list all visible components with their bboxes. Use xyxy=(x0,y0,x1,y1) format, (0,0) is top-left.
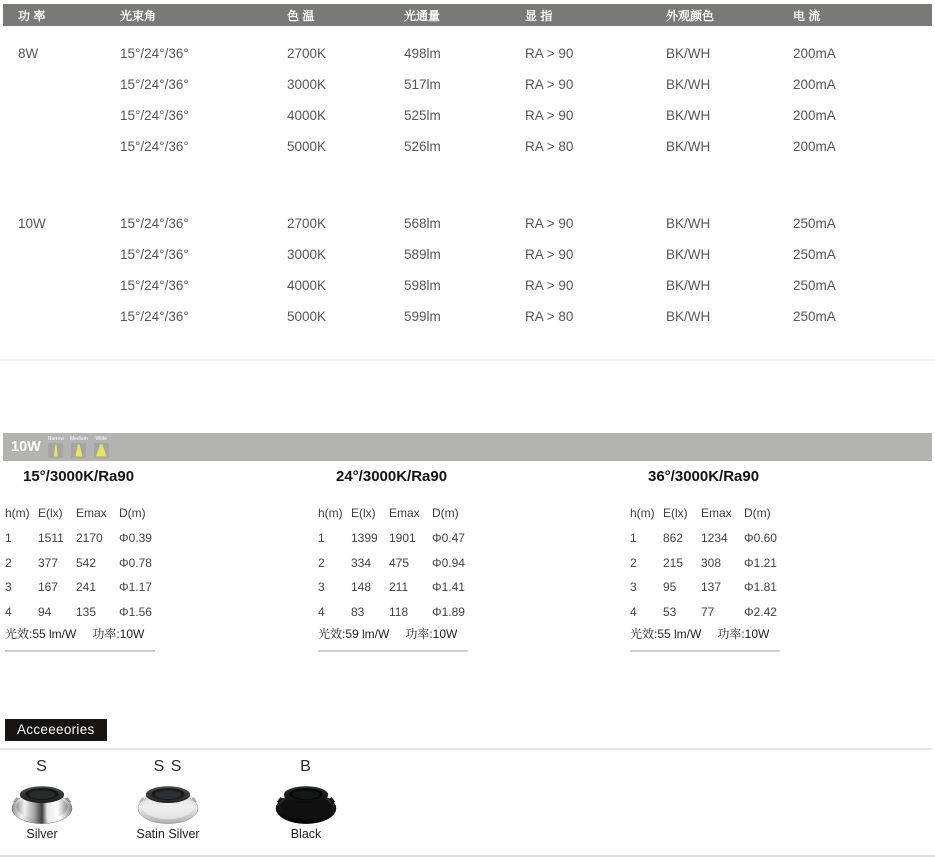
cct-cell: 2700K xyxy=(287,45,327,61)
table-row xyxy=(5,556,181,570)
color-cell: BK/WH xyxy=(666,45,711,61)
table-cell: 83 xyxy=(351,605,365,619)
table-cell: 53 xyxy=(663,605,677,619)
column-header: Emax xyxy=(76,506,107,520)
photometry-section-bar xyxy=(3,433,932,461)
column-header: E(lx) xyxy=(38,506,63,520)
table-cell: 4 xyxy=(5,605,12,619)
current-cell: 200mA xyxy=(793,107,836,123)
accessory-code: S S xyxy=(153,758,183,775)
power-value: 功率:10W xyxy=(405,627,458,641)
spec-table-header xyxy=(3,4,932,26)
beam-icon-label: Medium xyxy=(69,436,88,442)
column-header: Emax xyxy=(389,506,420,520)
cct-cell: 5000K xyxy=(287,308,327,324)
flux-cell: 517lm xyxy=(404,76,441,92)
column-header-beam-angle: 光束角 xyxy=(120,8,157,23)
table-cell: 2 xyxy=(5,556,12,570)
cri-cell: RA > 90 xyxy=(525,45,574,61)
table-cell: 94 xyxy=(38,605,52,619)
beam-cell: 15°/24°/36° xyxy=(120,215,189,231)
efficacy-value: 光效:55 lm/W xyxy=(630,627,702,641)
table-row xyxy=(3,73,932,95)
power-value: 功率:10W xyxy=(717,627,770,641)
column-header: h(m) xyxy=(318,506,343,520)
photometry-power-label: 10W xyxy=(11,439,41,455)
flux-cell: 525lm xyxy=(404,107,441,123)
medium-beam-icon xyxy=(71,443,86,458)
silver-ring-image xyxy=(10,779,74,826)
accessory-satin-silver xyxy=(122,758,214,841)
table-row xyxy=(318,531,494,545)
photometric-table-footer xyxy=(318,625,468,652)
column-header: D(m) xyxy=(432,506,459,520)
color-cell: BK/WH xyxy=(666,107,711,123)
cri-cell: RA > 90 xyxy=(525,215,574,231)
black-ring-image xyxy=(274,779,338,826)
table-cell: Φ1.89 xyxy=(432,605,465,619)
column-header-housing-color: 外观颜色 xyxy=(666,8,715,23)
wide-beam-icon xyxy=(94,443,109,458)
table-cell: 1511 xyxy=(38,531,64,545)
table-row xyxy=(318,605,494,619)
beam-icon-narrow xyxy=(48,436,64,458)
table-cell: 862 xyxy=(663,531,684,545)
table-cell: 137 xyxy=(701,580,722,594)
cct-cell: 4000K xyxy=(287,277,327,293)
beam-icon-label: Wide xyxy=(95,436,107,442)
cri-cell: RA > 90 xyxy=(525,277,574,293)
table-row xyxy=(630,556,806,570)
table-cell: 308 xyxy=(701,556,722,570)
photometric-table-header xyxy=(318,506,494,520)
current-cell: 250mA xyxy=(793,308,836,324)
accessory-black xyxy=(260,758,352,841)
table-cell: 118 xyxy=(389,605,409,619)
table-cell: Φ0.94 xyxy=(432,556,465,570)
table-cell: Φ0.39 xyxy=(119,531,152,545)
column-header: E(lx) xyxy=(663,506,688,520)
accessories-section-label: Acceeeories xyxy=(5,719,107,741)
power-cell: 10W xyxy=(18,215,46,231)
beam-icon-medium xyxy=(70,436,88,458)
current-cell: 200mA xyxy=(793,76,836,92)
table-cell: 3 xyxy=(5,580,12,594)
flux-cell: 598lm xyxy=(404,277,441,293)
accessories-divider xyxy=(0,748,932,750)
current-cell: 250mA xyxy=(793,246,836,262)
table-row xyxy=(630,531,806,545)
color-cell: BK/WH xyxy=(666,215,711,231)
table-cell: Φ0.60 xyxy=(744,531,777,545)
current-cell: 250mA xyxy=(793,277,836,293)
column-header: h(m) xyxy=(5,506,30,520)
table-cell: 2 xyxy=(318,556,325,570)
table-cell: 334 xyxy=(351,556,372,570)
table-cell: 1 xyxy=(630,531,637,545)
cri-cell: RA > 90 xyxy=(525,246,574,262)
photometric-table-header xyxy=(630,506,806,520)
table-row xyxy=(3,135,932,157)
color-cell: BK/WH xyxy=(666,76,711,92)
table-cell: Φ1.41 xyxy=(432,580,465,594)
table-cell: 135 xyxy=(76,605,97,619)
power-value: 功率:10W xyxy=(92,627,145,641)
beam-cell: 15°/24°/36° xyxy=(120,277,189,293)
photometric-table-36deg xyxy=(630,468,860,658)
table-row xyxy=(5,605,181,619)
photometric-table-15deg xyxy=(5,468,235,658)
table-row xyxy=(5,580,181,594)
cct-cell: 2700K xyxy=(287,215,327,231)
table-cell: 2 xyxy=(630,556,637,570)
table-cell: 215 xyxy=(663,556,684,570)
cri-cell: RA > 80 xyxy=(525,308,574,324)
table-cell: Φ2.42 xyxy=(744,605,777,619)
table-cell: 2170 xyxy=(76,531,103,545)
photometric-table-24deg xyxy=(318,468,548,658)
color-cell: BK/WH xyxy=(666,138,711,154)
current-cell: 250mA xyxy=(793,215,836,231)
beam-cell: 15°/24°/36° xyxy=(120,308,189,324)
table-cell: 77 xyxy=(701,605,715,619)
table-cell: Φ1.17 xyxy=(119,580,152,594)
photometric-table-title: 15°/3000K/Ra90 xyxy=(23,468,135,485)
beam-cell: 15°/24°/36° xyxy=(120,45,189,61)
beam-cell: 15°/24°/36° xyxy=(120,76,189,92)
cri-cell: RA > 90 xyxy=(525,76,574,92)
column-header-flux: 光通量 xyxy=(404,8,441,23)
accessory-code: S xyxy=(36,758,48,775)
table-cell: 4 xyxy=(630,605,637,619)
table-cell: 1234 xyxy=(701,531,728,545)
table-cell: 542 xyxy=(76,556,97,570)
efficacy-value: 光效:55 lm/W xyxy=(5,627,77,641)
color-cell: BK/WH xyxy=(666,308,711,324)
accessory-silver xyxy=(0,758,88,841)
satin-silver-ring-image xyxy=(136,779,200,826)
table-row xyxy=(3,274,932,296)
table-cell: 4 xyxy=(318,605,325,619)
table-row xyxy=(3,305,932,327)
beam-cell: 15°/24°/36° xyxy=(120,246,189,262)
column-header-current: 电 流 xyxy=(793,8,821,23)
table-row xyxy=(318,556,494,570)
table-cell: Φ1.56 xyxy=(119,605,152,619)
table-row xyxy=(318,580,494,594)
photometric-table-header xyxy=(5,506,181,520)
table-cell: 211 xyxy=(389,580,409,594)
flux-cell: 526lm xyxy=(404,138,441,154)
table-row xyxy=(630,605,806,619)
table-row xyxy=(3,243,932,265)
cri-cell: RA > 90 xyxy=(525,107,574,123)
photometric-table-footer xyxy=(630,625,780,652)
beam-icon-wide xyxy=(94,436,109,458)
table-cell: Φ0.47 xyxy=(432,531,465,545)
table-cell: 148 xyxy=(351,580,372,594)
table-row xyxy=(5,531,181,545)
cct-cell: 3000K xyxy=(287,76,327,92)
beam-cell: 15°/24°/36° xyxy=(120,138,189,154)
column-header: D(m) xyxy=(119,506,146,520)
accessory-name: Silver xyxy=(26,827,58,841)
column-header: D(m) xyxy=(744,506,771,520)
color-cell: BK/WH xyxy=(666,277,711,293)
beam-cell: 15°/24°/36° xyxy=(120,107,189,123)
table-cell: 3 xyxy=(630,580,637,594)
efficacy-value: 光效:59 lm/W xyxy=(318,627,390,641)
table-cell: 3 xyxy=(318,580,325,594)
photometric-table-footer xyxy=(5,625,155,652)
cct-cell: 5000K xyxy=(287,138,327,154)
flux-cell: 589lm xyxy=(404,246,441,262)
beam-icon-label: Narrow xyxy=(47,436,64,442)
accessory-name: Satin Silver xyxy=(136,827,200,841)
photometric-table-title: 24°/3000K/Ra90 xyxy=(336,468,448,485)
table-cell: Φ0.78 xyxy=(119,556,152,570)
column-header-cri: 显 指 xyxy=(525,8,553,23)
flux-cell: 568lm xyxy=(404,215,441,231)
table-cell: 167 xyxy=(38,580,59,594)
table-cell: 95 xyxy=(663,580,677,594)
table-cell: 377 xyxy=(38,556,59,570)
accessory-name: Black xyxy=(290,827,322,841)
table-row xyxy=(3,212,932,234)
table-cell: Φ1.21 xyxy=(744,556,777,570)
table-row xyxy=(630,580,806,594)
column-header-power: 功 率 xyxy=(18,8,46,23)
flux-cell: 599lm xyxy=(404,308,441,324)
column-header: h(m) xyxy=(630,506,655,520)
table-cell: 475 xyxy=(389,556,410,570)
table-cell: Φ1.81 xyxy=(744,580,777,594)
cct-cell: 4000K xyxy=(287,107,327,123)
table-cell: 1 xyxy=(318,531,325,545)
current-cell: 200mA xyxy=(793,138,836,154)
column-header-cct: 色 温 xyxy=(287,8,315,23)
photometric-table-title: 36°/3000K/Ra90 xyxy=(648,468,760,485)
table-cell: 241 xyxy=(76,580,97,594)
table-cell: 1 xyxy=(5,531,12,545)
table-cell: 1901 xyxy=(389,531,416,545)
section-divider xyxy=(0,359,935,361)
cct-cell: 3000K xyxy=(287,246,327,262)
cri-cell: RA > 80 xyxy=(525,138,574,154)
table-row xyxy=(3,104,932,126)
column-header: E(lx) xyxy=(351,506,376,520)
power-cell: 8W xyxy=(18,45,39,61)
narrow-beam-icon xyxy=(48,443,63,458)
table-row xyxy=(3,42,932,64)
column-header: Emax xyxy=(701,506,732,520)
flux-cell: 498lm xyxy=(404,45,441,61)
current-cell: 200mA xyxy=(793,45,836,61)
table-cell: 1399 xyxy=(351,531,378,545)
color-cell: BK/WH xyxy=(666,246,711,262)
accessory-code: B xyxy=(300,758,312,775)
